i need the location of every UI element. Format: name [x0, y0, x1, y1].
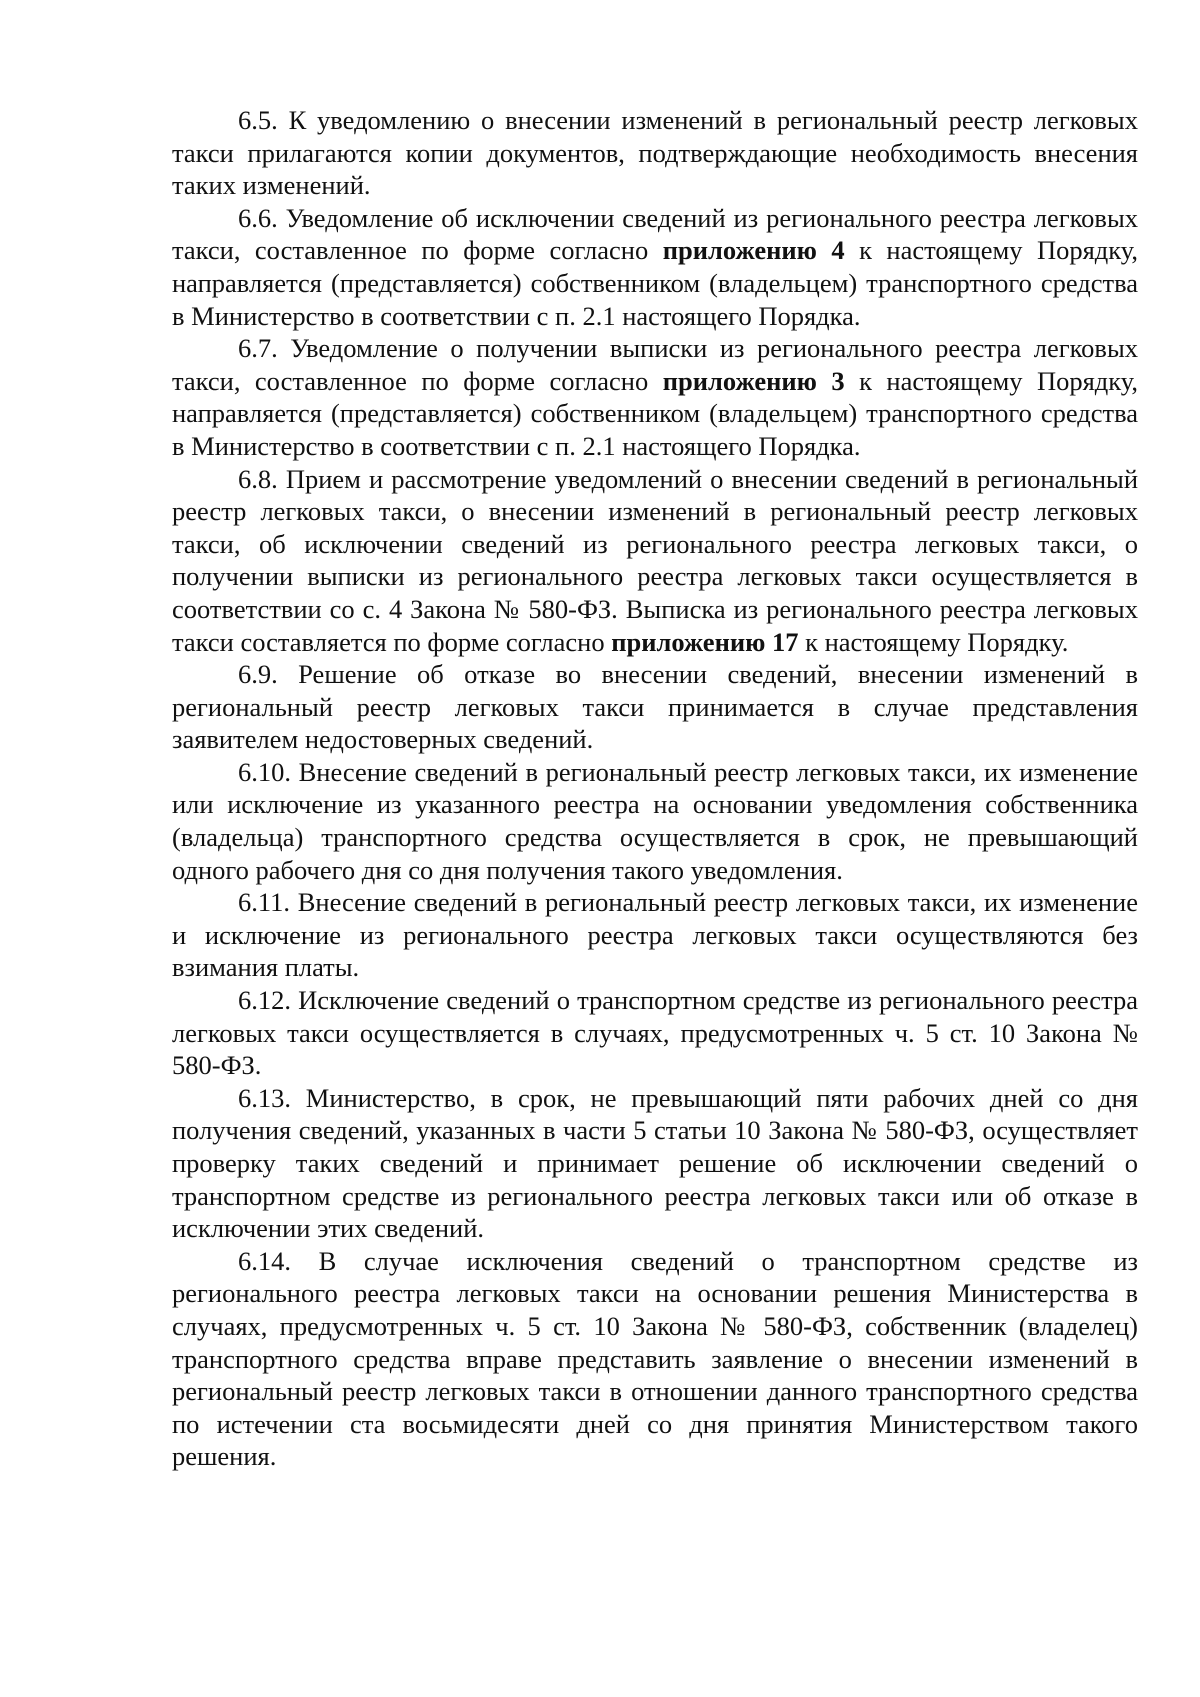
paragraph-text: к настоящему Порядку, направляется (представляется) собственником (владельцем) транспортного средства в Министерство в соответствии с п. 2.1 настоящего Порядка.	[172, 235, 1138, 331]
paragraph-text: 6.14. В случае исключения сведений о транспортном средстве из регионального реестра легковых такси на основании решения Министерства в случаях, предусмотренных ч. 5 ст. 10 Закона № 580-ФЗ, собственник (владелец) транспортного средства вправе представить заявление о внесении изменений в региональный реестр легковых такси в отношении данного транспортного средства по истечении ста восьмидесяти дней со дня принятия Министерством такого решения.	[172, 1245, 1138, 1472]
paragraph-6-5	[172, 104, 1138, 202]
paragraph-text: к настоящему Порядку, направляется (представляется) собственником (владельцем) транспортного средства в Министерство в соответствии с п. 2.1 настоящего Порядка.	[172, 365, 1138, 461]
paragraph-text: 6.11. Внесение сведений в региональный реестр легковых такси, их изменение и исключение из регионального реестра легковых такси осуществляются без взимания платы.	[172, 887, 1138, 983]
paragraph-text: 6.10. Внесение сведений в региональный реестр легковых такси, их изменение или исключение из указанного реестра на основании уведомления собственника (владельца) транспортного средства осуществляется в срок, не превышающий одного рабочего дня со дня получения такого уведомления.	[172, 756, 1138, 885]
paragraph-text: 6.5. К уведомлению о внесении изменений в региональный реестр легковых такси прилагаются копии документов, подтверждающие необходимость внесения таких изменений.	[172, 105, 1138, 201]
paragraph-6-7	[172, 332, 1138, 462]
paragraph-6-12	[172, 984, 1138, 1082]
paragraph-6-11	[172, 886, 1138, 984]
paragraph-6-8	[172, 463, 1138, 659]
paragraph-text: к настоящему Порядку.	[798, 626, 1069, 657]
paragraph-6-10	[172, 756, 1138, 886]
appendix-reference: приложению 17	[611, 626, 799, 657]
paragraph-6-9	[172, 658, 1138, 756]
appendix-reference: приложению 3	[662, 365, 845, 396]
paragraph-6-6	[172, 202, 1138, 332]
paragraph-text: 6.12. Исключение сведений о транспортном средстве из регионального реестра легковых такси осуществляется в случаях, предусмотренных ч. 5 ст. 10 Закона № 580-ФЗ.	[172, 985, 1138, 1081]
paragraph-text: 6.9. Решение об отказе во внесении сведений, внесении изменений в региональный реестр легковых такси принимается в случае представления заявителем недостоверных сведений.	[172, 659, 1138, 755]
document-body	[172, 104, 1138, 1473]
paragraph-text: 6.7. Уведомление о получении выписки из регионального реестра легковых такси, составленное по форме согласно	[172, 333, 1138, 396]
paragraph-text: 6.6. Уведомление об исключении сведений из регионального реестра легковых такси, составленное по форме согласно	[172, 202, 1138, 266]
paragraph-text: 6.13. Министерство, в срок, не превышающий пяти рабочих дней со дня получения сведений, указанных в части 5 статьи 10 Закона № 580-ФЗ, осуществляет проверку таких сведений и принимает решение об исключении сведений о транспортном средстве из регионального реестра легковых такси или об отказе в исключении этих сведений.	[172, 1082, 1138, 1244]
paragraph-text: 6.8. Прием и рассмотрение уведомлений о внесении сведений в региональный реестр легковых такси, о внесении изменений в региональный реестр легковых такси, об исключении сведений из регионального реестра легковых такси, о получении выписки из регионального реестра легковых такси осуществляется в соответствии со с. 4 Закона № 580-ФЗ. Выписка из регионального реестра легковых такси составляется по форме согласно	[172, 463, 1138, 657]
appendix-reference: приложению 4	[662, 235, 845, 266]
paragraph-6-13	[172, 1082, 1138, 1245]
paragraph-6-14	[172, 1245, 1138, 1473]
